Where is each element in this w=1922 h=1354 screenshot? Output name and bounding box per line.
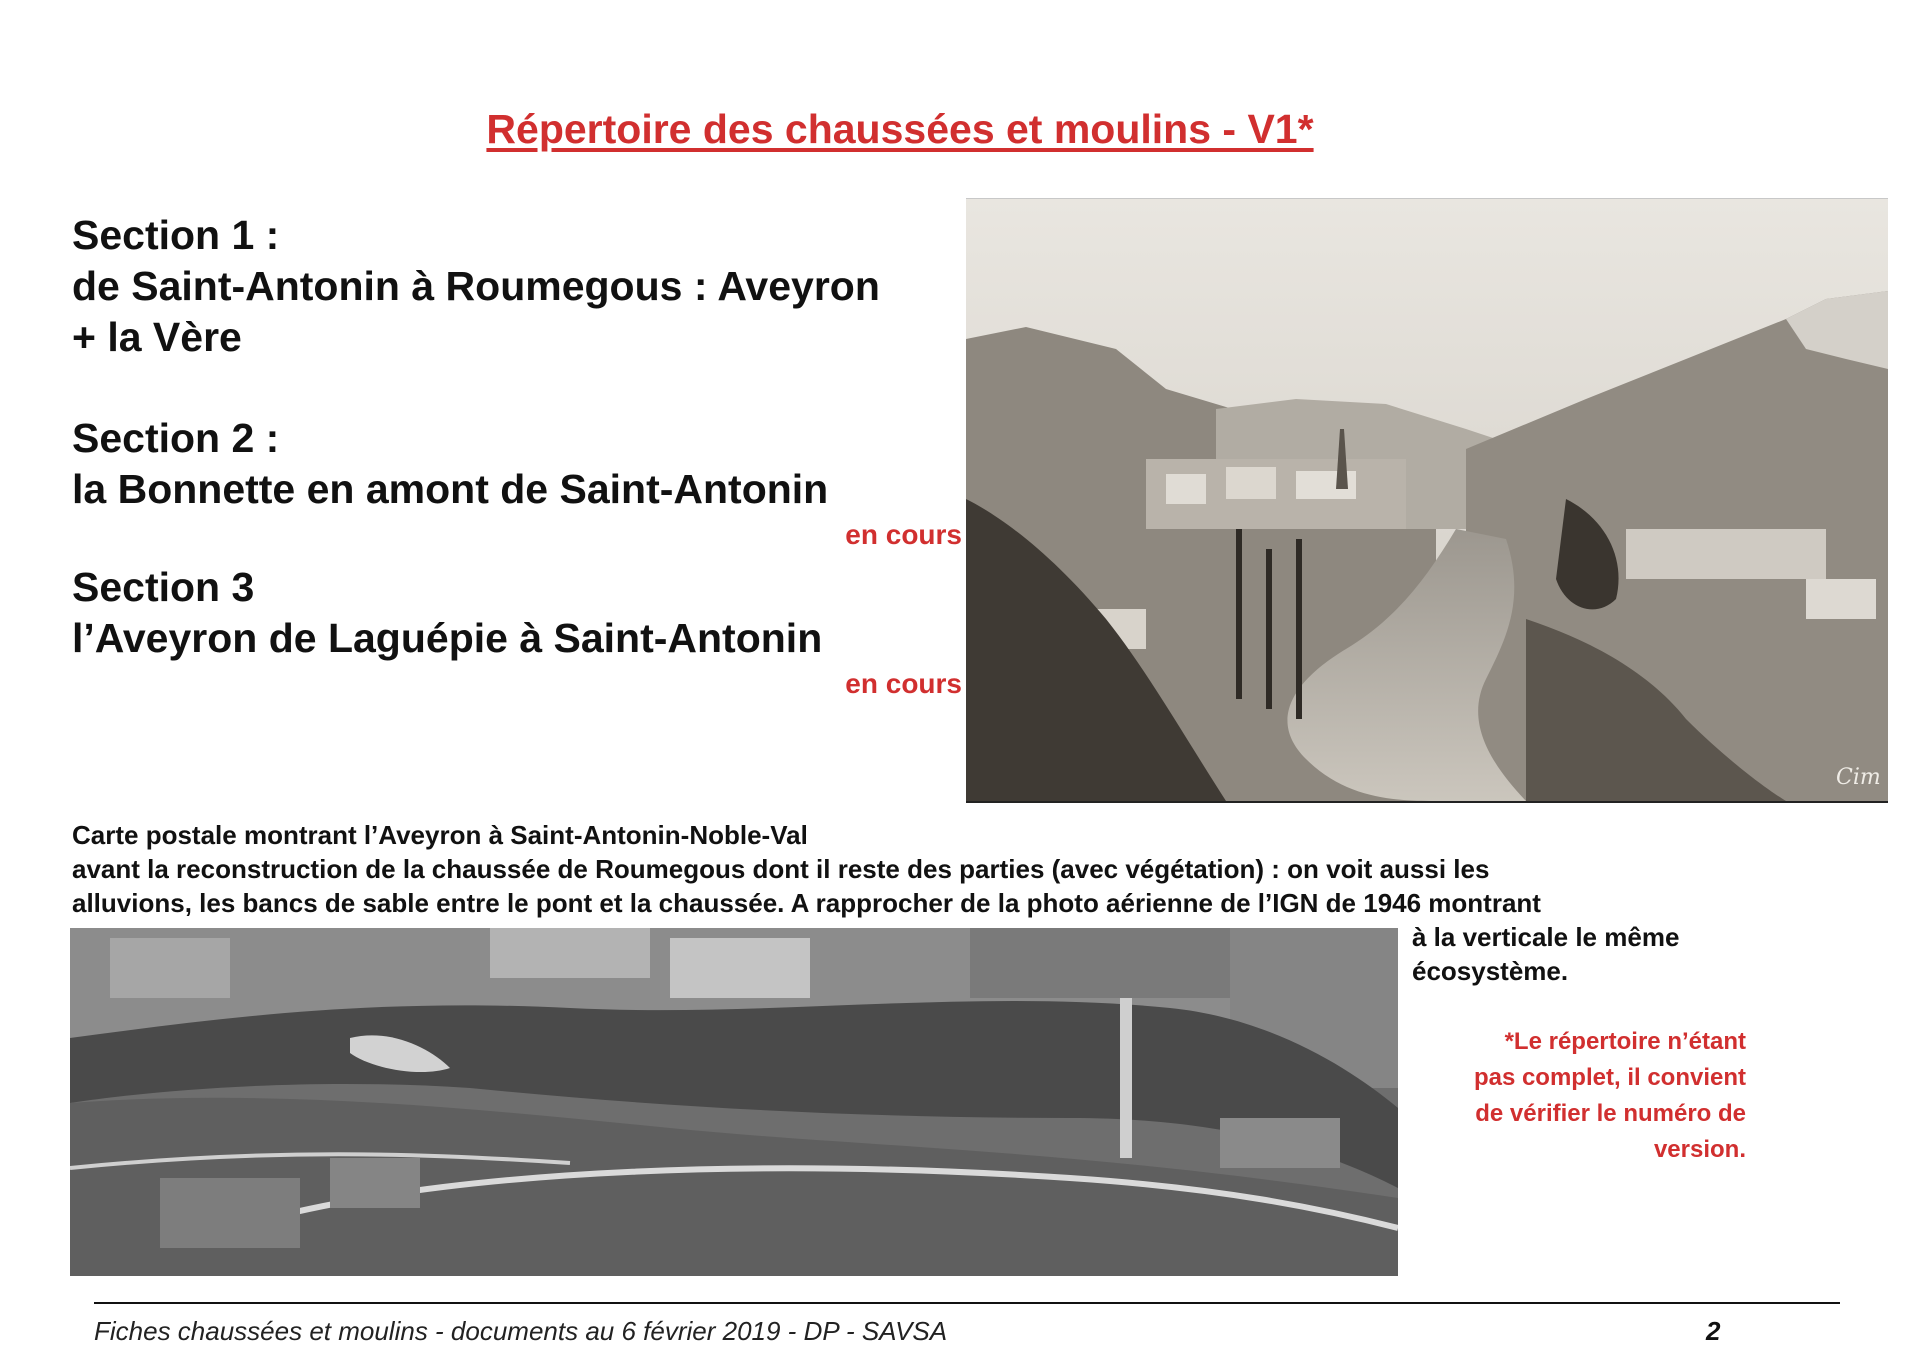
section-description: la Bonnette en amont de Saint-Antonin: [72, 466, 829, 512]
section-2: [72, 413, 962, 552]
page-title: Répertoire des chaussées et moulins - V1*: [486, 106, 1314, 152]
section-description: l’Aveyron de Laguépie à Saint-Antonin: [72, 615, 823, 661]
footer-divider: [94, 1302, 1840, 1304]
footer-text: Fiches chaussées et moulins - documents au 6 février 2019 - DP - SAVSA: [94, 1316, 948, 1346]
caption-continued: [1412, 920, 1772, 988]
caption-line: à la verticale le même: [1412, 922, 1680, 952]
photo-caption: [72, 818, 1762, 920]
note-line: *Le répertoire n’étant: [1504, 1028, 1746, 1055]
postcard-photo: [966, 198, 1888, 803]
note-line: version.: [1653, 1136, 1746, 1163]
version-note: [1380, 1024, 1746, 1168]
aerial-photo: [70, 928, 1398, 1276]
section-heading: Section 2 :: [72, 415, 280, 461]
caption-line: avant la reconstruction de la chaussée de Roumegous dont il reste des parties (avec végétation) : on voit aussi les: [72, 854, 1490, 884]
section-heading: Section 3: [72, 564, 255, 610]
sections-list: [72, 210, 962, 701]
section-heading: Section 1 :: [72, 212, 280, 258]
section-3: [72, 562, 962, 701]
section-description: + la Vère: [72, 314, 242, 360]
postcard-signature: Cim: [1836, 765, 1881, 790]
note-line: pas complet, il convient: [1473, 1064, 1746, 1091]
section-description: de Saint-Antonin à Roumegous : Aveyron: [72, 263, 880, 309]
caption-line: Carte postale montrant l’Aveyron à Saint-Antonin-Noble-Val: [72, 820, 808, 850]
status-label: en cours: [845, 668, 962, 699]
note-line: de vérifier le numéro de: [1475, 1100, 1746, 1127]
caption-line: écosystème.: [1412, 956, 1569, 986]
status-label: en cours: [845, 519, 962, 550]
caption-line: alluvions, les bancs de sable entre le pont et la chaussée. A rapprocher de la photo aérienne de l’IGN de 1946 montrant: [72, 888, 1541, 918]
page-number: 2: [1706, 1316, 1721, 1346]
section-1: [72, 210, 962, 363]
